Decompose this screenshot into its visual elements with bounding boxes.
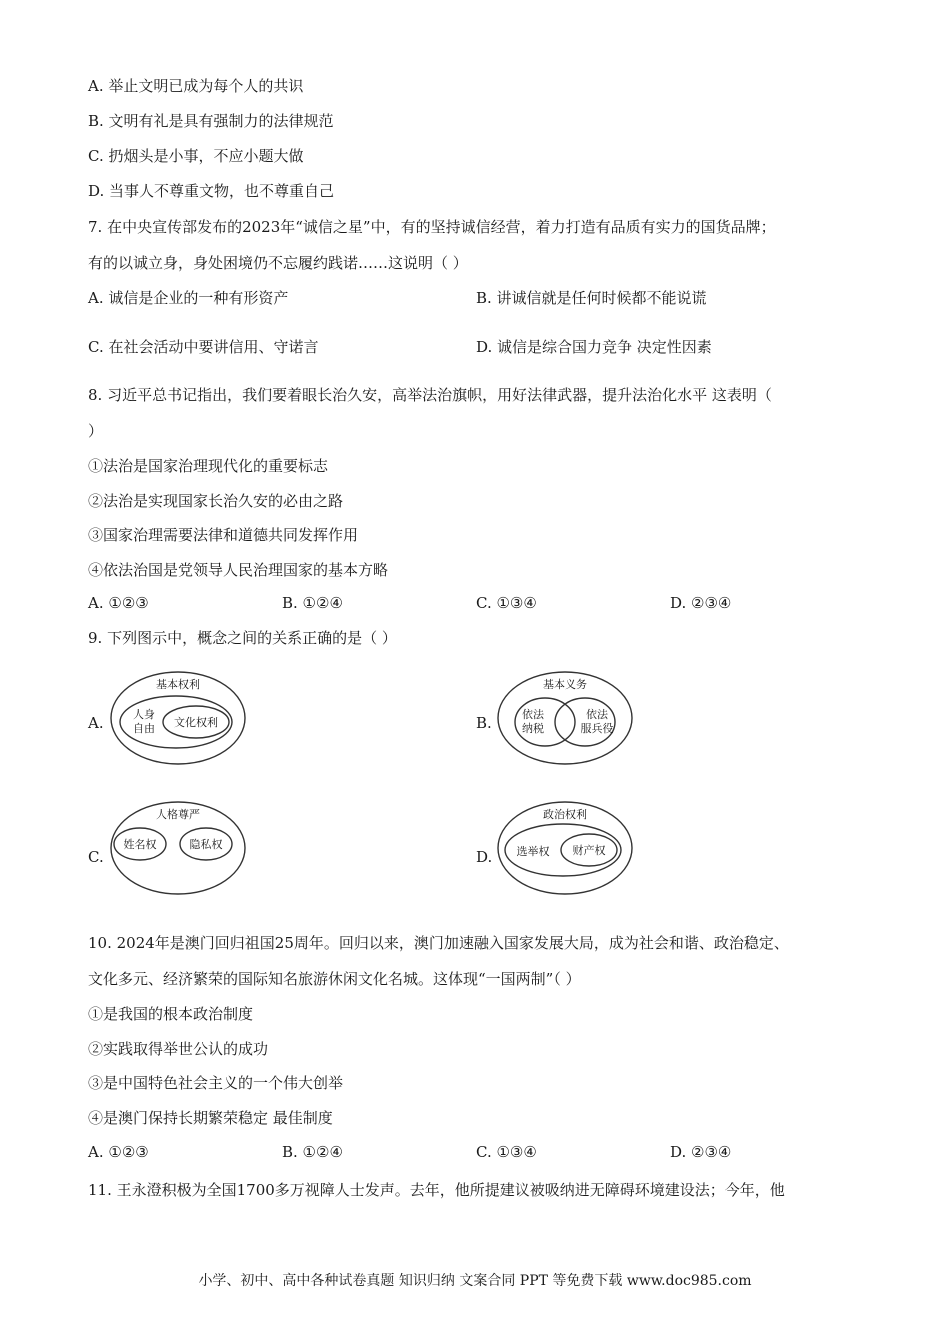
q8-option-d: D. ②③④ xyxy=(670,594,732,612)
q9-diagram-a xyxy=(108,668,248,768)
q6-option-b: B. 文明有礼是具有强制力的法律规范 xyxy=(88,112,334,130)
q8-item-4: ④依法治国是党领导人民治理国家的基本方略 xyxy=(88,561,389,579)
q8-item-2: ②法治是实现国家长治久安的必由之路 xyxy=(88,492,344,510)
q10-option-c: C. ①③④ xyxy=(476,1143,537,1161)
q9-diagram-b-right-label-2: 服兵役 xyxy=(580,722,614,735)
q9-diagram-a-left-label-1: 人身 xyxy=(133,708,155,721)
q9-diagram-a-right-label: 文化权利 xyxy=(174,716,218,729)
q10-stem-line2: 文化多元、经济繁荣的国际知名旅游休闲文化名城。这体现“一国两制”（ ） xyxy=(88,970,581,988)
q9-diagram-b-outer-label: 基本义务 xyxy=(543,678,587,691)
q8-option-b: B. ①②④ xyxy=(282,594,343,612)
q7-option-b: B. 讲诚信就是任何时候都不能说谎 xyxy=(476,289,707,307)
q9-diagram-c-outer-label: 人格尊严 xyxy=(156,808,200,821)
q6-option-a: A. 举止文明已成为每个人的共识 xyxy=(88,77,304,95)
q7-stem-line1: 7. 在中央宣传部发布的2023年“诚信之星”中，有的坚持诚信经营，着力打造有品质有实力的国货品牌； xyxy=(88,218,776,236)
q10-item-2: ②实践取得举世公认的成功 xyxy=(88,1040,269,1058)
q9-diagram-b-left-label-1: 依法 xyxy=(522,708,544,721)
q9-diagram-c xyxy=(108,798,248,898)
q7-option-a: A. 诚信是企业的一种有形资产 xyxy=(88,289,289,307)
q9-diagram-a-left-label-2: 自由 xyxy=(133,722,155,735)
q8-stem-line2: ） xyxy=(88,422,104,440)
q7-option-d: D. 诚信是综合国力竞争 决定性因素 xyxy=(476,338,712,356)
q9-diagram-a-letter: A. xyxy=(88,714,104,732)
q9-diagram-b-left-label-2: 纳税 xyxy=(522,722,544,735)
q8-item-3: ③国家治理需要法律和道德共同发挥作用 xyxy=(88,526,359,544)
q10-option-a: A. ①②③ xyxy=(88,1143,149,1161)
q7-option-c: C. 在社会活动中要讲信用、守诺言 xyxy=(88,338,319,356)
q9-diagram-d-outer-label: 政治权利 xyxy=(543,808,587,821)
q9-diagram-c-left-label: 姓名权 xyxy=(123,838,157,851)
q6-option-d: D. 当事人不尊重文物，也不尊重自己 xyxy=(88,182,335,200)
q8-item-1: ①法治是国家治理现代化的重要标志 xyxy=(88,457,329,475)
q9-diagram-d-right-label: 财产权 xyxy=(572,844,606,857)
q10-option-b: B. ①②④ xyxy=(282,1143,343,1161)
q9-stem: 9. 下列图示中，概念之间的关系正确的是（ ） xyxy=(88,629,397,647)
q6-option-c: C. 扔烟头是小事，不应小题大做 xyxy=(88,147,304,165)
q9-diagram-b-letter: B. xyxy=(476,714,492,732)
q9-diagram-d xyxy=(495,798,635,898)
q9-diagram-c-letter: C. xyxy=(88,848,104,866)
q11-stem-line1: 11. 王永澄积极为全国1700多万视障人士发声。去年，他所提建议被吸纳进无障碍环境建设法；今年，他 xyxy=(88,1181,785,1199)
q8-option-c: C. ①③④ xyxy=(476,594,537,612)
q9-diagram-b-right-label-1: 依法 xyxy=(586,708,608,721)
q8-stem-line1: 8. 习近平总书记指出，我们要着眼长治久安，高举法治旗帜，用好法律武器，提升法治化水平 这表明（ xyxy=(88,386,772,404)
q9-diagram-a-outer-label: 基本权利 xyxy=(156,678,200,691)
page-footer: 小学、初中、高中各种试卷真题 知识归纳 文案合同 PPT 等免费下载 www.doc985.com xyxy=(198,1273,752,1289)
q9-diagram-b xyxy=(495,668,635,768)
q9-diagram-d-letter: D. xyxy=(476,848,493,866)
q10-item-1: ①是我国的根本政治制度 xyxy=(88,1005,254,1023)
q8-option-a: A. ①②③ xyxy=(88,594,149,612)
q10-option-d: D. ②③④ xyxy=(670,1143,732,1161)
q10-item-3: ③是中国特色社会主义的一个伟大创举 xyxy=(88,1074,344,1092)
q10-item-4: ④是澳门保持长期繁荣稳定 最佳制度 xyxy=(88,1109,333,1127)
q9-diagram-d-left-label: 选举权 xyxy=(516,845,550,858)
q7-stem-line2: 有的以诚立身，身处困境仍不忘履约践诺……这说明（ ） xyxy=(88,254,468,272)
q10-stem-line1: 10. 2024年是澳门回归祖国25周年。回归以来，澳门加速融入国家发展大局，成为社会和谐、政治稳定、 xyxy=(88,934,789,952)
q9-diagram-c-right-label: 隐私权 xyxy=(189,838,223,851)
